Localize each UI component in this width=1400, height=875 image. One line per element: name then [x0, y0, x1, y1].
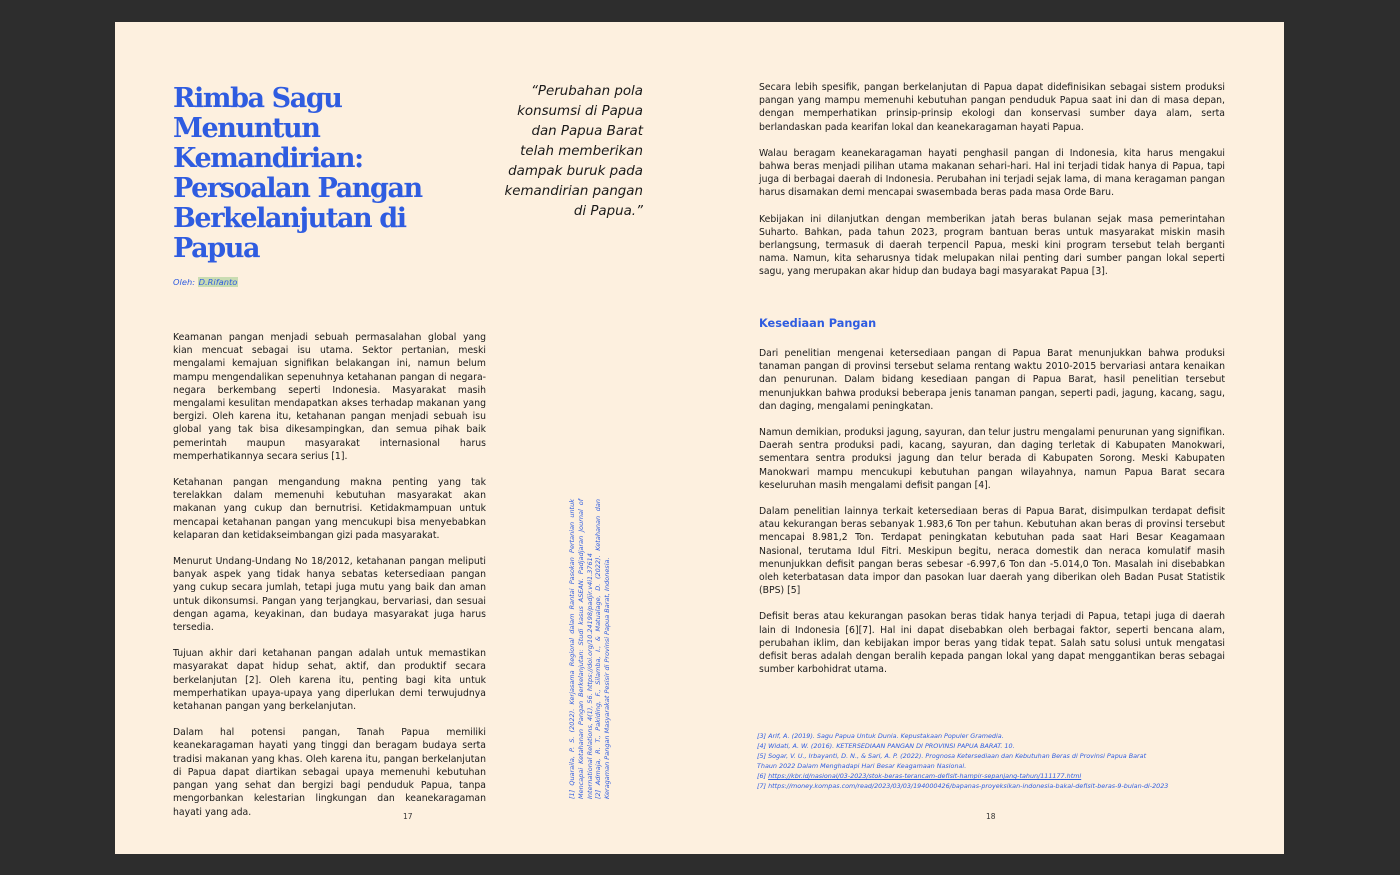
footnote[interactable]: [7] https://money.kompas.com/read/2023/03/03/194000426/bapanas-proyeksikan-indonesia-bakal-defisit-beras-9-bulan-di-2023: [757, 782, 1169, 790]
footnote: Thaun 2022 Dalam Menghadapi Hari Besar Keagamaan Nasional.: [757, 762, 967, 770]
paragraph: Dalam penelitian lainnya terkait ketersediaan beras di Papua Barat, disimpulkan terdapat defisit atau kekurangan beras sebanyak 1.983,6 Ton per tahun. Kebutuhan akan beras di provinsi tersebut mencapai 8.981,2 Ton. Terdapat peningkatan kebutuhan pada saat Hari Besar Keagamaan Nasional, terutama Idul Fitri. Meskipun begitu, neraca domestik dan neraca komulatif masih menunjukkan defisit pangan beras sebesar -6.997,6 Ton dan -5.014,0 Ton. Masalah ini disebabkan oleh keterbatasan data impor dan pasokan luar daerah yang diberikan oleh Badan Pusat Statistik (BPS) [5]: [759, 506, 1225, 597]
paragraph: Secara lebih spesifik, pangan berkelanjutan di Papua dapat didefinisikan sebagai sistem produksi pangan yang mampu memenuhi kebutuhan pangan penduduk Papua saat ini dan di masa depan, dengan memperhatikan prinsip-prinsip ekologi dan konservasi sumber daya alam, serta berlandaskan pada kearifan lokal dan keanekaragaman hayati Papua.: [759, 82, 1225, 133]
paragraph: Defisit beras atau kekurangan pasokan beras tidak hanya terjadi di Papua, tetapi juga di daerah lain di Indonesia [6][7]. Hal ini dapat disebabkan oleh berbagai faktor, seperti bencana alam, perubahan iklim, dan kebijakan impor beras yang tidak tepat. Salah satu solusi untuk mengatasi defisit beras adalah dengan beralih kepada pangan lokal yang dapat menggantikan beras sebagai sumber karbohidrat utama.: [759, 611, 1225, 676]
page-number: 18: [986, 812, 996, 821]
footnote: [1] Quaraila, P. S. (2022). Kerjasama Regional dalam Rantai Pasokan Pertanian untuk Mencapai Ketahanan Pangan Berkelanjutan: Studi kasus ASEAN. Padjadjaran Journal of International Relations, 4(1), 56. https://doi.org/10.24198/padjir.v4i1.37614: [568, 499, 594, 799]
footnote: [5] Sogar, V. U., Irbayanti, D. N., & Sari, A. P. (2022). Prognosa Ketersediaan dan Kebutuhan Beras di Provinsi Papua Barat: [757, 752, 1147, 760]
footnotes: [757, 731, 1217, 791]
byline-author[interactable]: D.Rifanto: [198, 277, 238, 287]
page-number: 17: [403, 812, 413, 821]
byline: [173, 277, 238, 287]
footnote-link[interactable]: https://kbr.id/nasional/03-2023/stok-beras-terancam-defisit-hampir-sepanjang-tahun/111177.html: [768, 772, 1082, 780]
footnote: [3] Arif, A. (2019). Sagu Papua Untuk Dunia. Kepustakaan Populer Gramedia.: [757, 732, 1004, 740]
paragraph: Ketahanan pangan mengandung makna penting yang tak terelakkan dalam memenuhi kebutuhan masyarakat akan makanan yang cukup dan bernutrisi. Ketidakmampuan untuk mencapai ketahanan pangan yang mencukupi bisa menyebabkan kelaparan dan ketidakseimbangan gizi pada masyarakat.: [173, 477, 486, 541]
section-heading: Kesediaan Pangan: [759, 317, 877, 330]
magazine-spread: [115, 22, 1284, 854]
paragraph: Dalam hal potensi pangan, Tanah Papua memiliki keanekaragaman hayati yang tinggi dan beragam budaya serta tradisi makanan yang khas. Oleh karena itu, pangan berkelanjutan di Papua dapat diartikan sebagai upaya memenuhi kebutuhan pangan yang sehat dan bergizi bagi penduduk Papua, tanpa mengorbankan kelestarian lingkungan dan keanekaragaman hayati yang ada.: [173, 727, 486, 818]
pull-quote: “Perubahan pola konsumsi di Papua dan Papua Barat telah memberikan dampak buruk pada kemandirian pangan di Papua.”: [504, 84, 643, 219]
footnote: [757, 771, 1217, 781]
paragraph: Walau beragam keanekaragaman hayati penghasil pangan di Indonesia, kita harus mengakui bahwa beras menjadi pilihan utama makanan sehari-hari. Hal ini terjadi tidak hanya di Papua, tapi juga di berbagai daerah di Indonesia. Perubahan ini terjadi sejak lama, di mana keragaman pangan harus disamakan demi mencapai swasembada beras pada masa Orde Baru.: [759, 147, 1225, 199]
paragraph: Kebijakan ini dilanjutkan dengan memberikan jatah beras bulanan sejak masa pemerintahan Suharto. Bahkan, pada tahun 2023, program bantuan beras untuk masyarakat miskin masih berlangsung, termasuk di daerah terpencil Papua, meski kini program tersebut telah berganti nama. Namun, kita seharusnya tidak melupakan nilai penting dari sumber pangan lokal seperti sagu, yang merupakan akar hidup dan budaya bagi masyarakat Papua [3].: [759, 213, 1225, 278]
paragraph: Dari penelitian mengenai ketersediaan pangan di Papua Barat menunjukkan bahwa produksi tanaman pangan di provinsi tersebut selama rentang waktu 2010-2015 bervariasi antara kenaikan dan penurunan. Dalam bidang kesediaan pangan di Papua Barat, hasil penelitian tersebut menunjukkan bahwa produksi beberapa jenis tanaman pangan, seperti padi, jagung, kacang, sagu, dan daging, mengalami peningkatan.: [759, 348, 1225, 412]
rotated-footnotes: [568, 499, 630, 799]
left-page: [115, 22, 699, 854]
right-body-text: [759, 81, 1225, 292]
footnote: [2] Admaja, R. T., Pakiding, F., Silamba, I., & Matualage, D. (2022). Ketahanan dan Keragaman Pangan Masyarakat Pesisir di Provinsi Papua Barat, Indonesia.: [594, 499, 612, 799]
section-body-text: [759, 347, 1225, 689]
left-body-text: [173, 331, 486, 832]
paragraph: Keamanan pangan menjadi sebuah permasalahan global yang kian mencuat sebagai isu utama. Sektor pertanian, meski mengalami kemajuan signifikan belakangan ini, namun belum mampu mengendalikan sepenuhnya ketahanan pangan di negara-negara berkembang seperti Indonesia. Masyarakat masih mengalami kesulitan mendapatkan akses terhadap makanan yang bergizi. Oleh karena itu, ketahanan pangan menjadi sebuah isu global yang tak bisa dikesampingkan, dan semua pihak baik pemerintah maupun masyarakat internasional harus memperhatikannya secara serius [1].: [173, 332, 486, 462]
paragraph: Menurut Undang-Undang No 18/2012, ketahanan pangan meliputi banyak aspek yang tidak hanya sebatas ketersediaan pangan yang cukup secara jumlah, tetapi juga mutu yang baik dan aman untuk dikonsumsi. Pangan yang terjangkau, bervariasi, dan sesuai dengan agama, keyakinan, dan budaya masyarakat juga harus tersedia.: [173, 556, 486, 634]
right-page: [699, 22, 1284, 854]
article-title: Rimba Sagu Menuntun Kemandirian: Persoalan Pangan Berkelanjutan di Papua: [173, 83, 422, 264]
footnote-prefix: [6]: [757, 772, 769, 780]
paragraph: Tujuan akhir dari ketahanan pangan adalah untuk memastikan masyarakat dapat hidup sehat, aktif, dan produktif secara berkelanjutan [2]. Oleh karena itu, penting bagi kita untuk memperhatikan upaya-upaya yang diperlukan demi terwujudnya ketahanan pangan yang berkelanjutan.: [173, 648, 486, 713]
paragraph: Namun demikian, produksi jagung, sayuran, dan telur justru mengalami penurunan yang signifikan. Daerah sentra produksi padi, kacang, sayuran, dan daging terletak di Kabupaten Manokwari, sementara sentra produksi jagung dan telur berada di Kabupaten Sorong. Meski Kabupaten Manokwari mampu mencukupi kebutuhan pangan wilayahnya, namun Papua Barat secara keseluruhan masih mengalami defisit pangan [4].: [759, 427, 1225, 491]
footnote: [4] Widati, A. W. (2016). KETERSEDIAAN PANGAN DI PROVINSI PAPUA BARAT. 10.: [757, 742, 1015, 750]
byline-prefix: Oleh:: [173, 277, 198, 287]
